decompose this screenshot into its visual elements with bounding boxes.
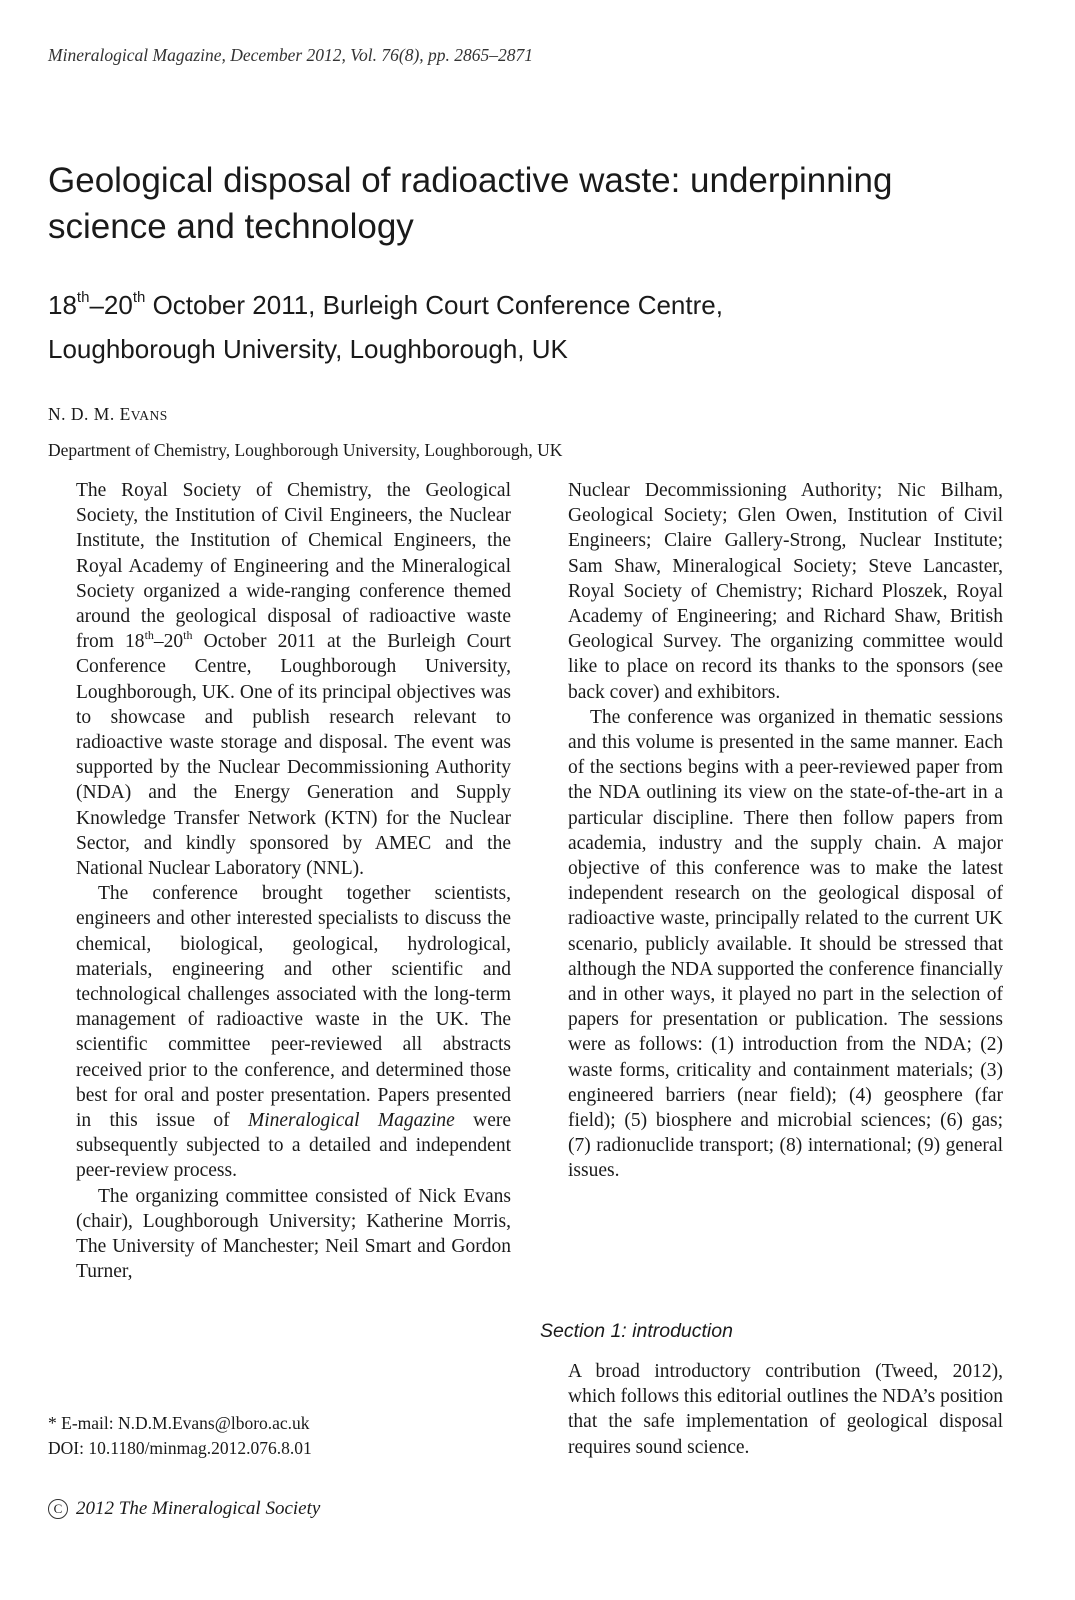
article-title: Geological disposal of radioactive waste: underpinning science and technology bbox=[48, 161, 893, 246]
subtitle-line-1: 18th–20th October 2011, Burleigh Court Conference Centre, bbox=[48, 289, 723, 320]
conference-subtitle bbox=[48, 283, 1008, 371]
author-name: N. D. M. EVANS bbox=[48, 404, 168, 424]
author-affiliation: Department of Chemistry, Loughborough University, Loughborough, UK bbox=[48, 440, 563, 460]
subtitle-line-2: Loughborough University, Loughborough, UK bbox=[48, 334, 568, 364]
body-column-left bbox=[76, 478, 511, 1285]
copyright-icon: C bbox=[48, 1499, 68, 1519]
paragraph-5: A broad introductory contribution (Tweed, 2012), which follows this editorial outlines the NDA’s position that the safe implementation of geological disposal requires sound science. bbox=[568, 1361, 1003, 1458]
paragraph-2: The conference brought together scientists, engineers and other interested specialists to discuss the chemical, biological, geological, hydrological, materials, engineering and other scientific and technological challenges associated with the long-term management of radioactive waste in the UK. The scientific committee peer-reviewed all abstracts received prior to the conference, and determined those best for oral and poster presentation. Papers presented in this issue of Mineralogical Magazine were subsequently subjected to a detailed and independent peer-review process. bbox=[76, 883, 511, 1182]
paragraph-1: The Royal Society of Chemistry, the Geological Society, the Institution of Civil Engineers, the Nuclear Institute, the Institution of Chemical Engineers, the Royal Academy of Engineering and the Mineralogical Society organized a wide-ranging conference themed around the geological disposal of radioactive waste from 18th–20th October 2011 at the Burleigh Court Conference Centre, Loughborough University, Loughborough, UK. One of its principal objectives was to showcase and publish research relevant to radioactive waste storage and disposal. The event was supported by the Nuclear Decommissioning Authority (NDA) and the Energy Generation and Supply Knowledge Transfer Network (KTN) for the Nuclear Sector, and kindly sponsored by AMEC and the National Nuclear Laboratory (NNL). bbox=[76, 480, 512, 880]
journal-citation: Mineralogical Magazine, December 2012, Vol. 76(8), pp. 2865–2871 bbox=[48, 45, 534, 65]
paragraph-3: The organizing committee consisted of Nick Evans (chair), Loughborough University; Katherine Morris, The University of Manchester; Neil Smart and Gordon Turner, bbox=[76, 1185, 511, 1283]
section-1-body bbox=[568, 1359, 1003, 1460]
paragraph-4: The conference was organized in thematic sessions and this volume is presented in the same manner. Each of the sections begins with a peer-reviewed paper from the NDA outlining its view on the state-of-the-art in a particular discipline. There then follow papers from academia, industry and the supply chain. A major objective of this conference was to make the latest independent research on the geological disposal of radioactive waste, principally related to the current UK scenario, publicly available. It should be stressed that although the NDA supported the conference financially and in other ways, it played no part in the selection of papers for presentation or publication. The sessions were as follows: (1) introduction from the NDA; (2) waste forms, criticality and containment materials; (3) engineered barriers (near field); (4) geosphere (far field); (5) biosphere and microbial sciences; (6) gas; (7) radionuclide transport; (8) international; (9) general issues. bbox=[568, 706, 1003, 1182]
footnote bbox=[48, 1411, 312, 1461]
footnote-email: * E-mail: N.D.M.Evans@lboro.ac.uk bbox=[48, 1413, 310, 1433]
copyright-text: 2012 The Mineralogical Society bbox=[76, 1498, 321, 1519]
footnote-doi: DOI: 10.1180/minmag.2012.076.8.01 bbox=[48, 1438, 312, 1458]
copyright-line bbox=[48, 1498, 320, 1520]
paragraph-3-continued: Nuclear Decommissioning Authority; Nic Bilham, Geological Society; Glen Owen, Institution of Civil Engineers; Claire Gallery-Strong, Nuclear Institute; Sam Shaw, Mineralogical Society; Steve Lancaster, Royal Society of Chemistry; Richard Ploszek, Royal Academy of Engineering; and Richard Shaw, British Geological Survey. The organizing committee would like to place on record its thanks to the sponsors (see back cover) and exhibitors. bbox=[568, 480, 1003, 703]
body-column-right bbox=[568, 478, 1003, 1184]
section-heading: Section 1: introduction bbox=[540, 1320, 733, 1342]
